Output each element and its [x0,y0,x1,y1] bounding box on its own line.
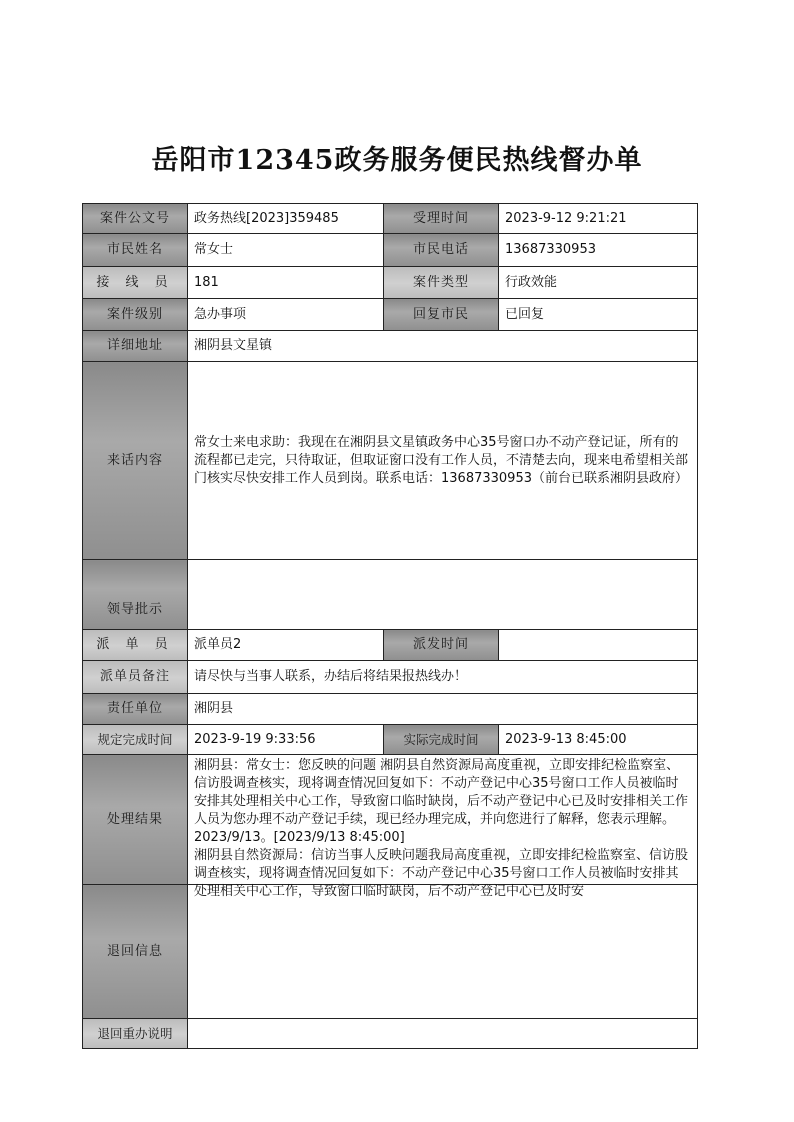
row-deadline [83,725,698,755]
case-no-label: 案件公文号 [83,204,188,234]
result-value [188,755,698,899]
address-value: 湘阴县文星镇 [188,331,698,362]
actual-finish-label: 实际完成时间 [384,725,499,755]
supervision-form-table [82,203,698,1049]
row-dispatch-note [83,661,698,694]
citizen-phone-value: 13687330953 [499,234,698,267]
accept-time-label: 受理时间 [384,204,499,234]
dispatch-note-value: 请尽快与当事人联系，办结后将结果报热线办！ [188,661,698,694]
document-title: 岳阳市12345政务服务便民热线督办单 [151,145,643,176]
deadline-value: 2023-9-19 9:33:56 [188,725,384,755]
reply-citizen-value: 已回复 [499,299,698,331]
case-no-value: 政务热线[2023]359485 [188,204,384,234]
row-case-no [83,204,698,234]
return-info-value [188,885,698,1019]
reply-citizen-label: 回复市民 [384,299,499,331]
row-dispatcher [83,630,698,661]
row-result [83,755,698,885]
citizen-phone-label: 市民电话 [384,234,499,267]
deadline-label: 规定完成时间 [83,725,188,755]
result-paragraph-1: 湘阴县：常女士：您反映的问题 湘阴县自然资源局高度重视，立即安排纪检监察室、信访股调查核实，现将调查情况回复如下：不动产登记中心35号窗口工作人员被临时安排其处理相关中心工作，导致窗口临时缺岗，后不动产登记中心已及时安排相关工作人员为您办理不动产登记手续，现已经办理完成，并向您进行了解释，您表示理解。 2023/9/13。[2023/9/13 8:45:00] [194,757,689,845]
result-paragraph-2: 湘阴县自然资源局：信访当事人反映问题我局高度重视，立即安排纪检监察室、信访股调查核实，现将调查情况回复如下：不动产登记中心35号窗口工作人员被临时安排其处理相关中心工作，导致窗口临时缺岗，后不动产登记中心已及时安 [194,847,689,899]
row-return-redo [83,1019,698,1049]
address-label: 详细地址 [83,331,188,362]
row-call-content [83,362,698,560]
leader-comment-label: 领导批示 [83,560,188,630]
operator-value: 181 [188,267,384,299]
row-responsible-unit [83,694,698,725]
case-level-label: 案件级别 [83,299,188,331]
responsible-unit-label: 责任单位 [83,694,188,725]
accept-time-value: 2023-9-12 9:21:21 [499,204,698,234]
dispatcher-label: 派 单 员 [83,630,188,661]
actual-finish-value: 2023-9-13 8:45:00 [499,725,698,755]
responsible-unit-value: 湘阴县 [188,694,698,725]
row-leader-comment [83,560,698,630]
citizen-name-label: 市民姓名 [83,234,188,267]
dispatch-time-label: 派发时间 [384,630,499,661]
row-operator [83,267,698,299]
leader-comment-value [188,560,698,630]
call-content-value: 常女士来电求助：我现在在湘阴县文星镇政务中心35号窗口办不动产登记证，所有的流程都已走完，只待取证，但取证窗口没有工作人员，不清楚去向，现来电希望相关部门核实尽快安排工作人员到岗。联系电话：13687330953（前台已联系湘阴县政府） [188,362,698,560]
return-redo-value [188,1019,698,1049]
case-type-label: 案件类型 [384,267,499,299]
return-redo-label: 退回重办说明 [83,1019,188,1049]
call-content-label: 来话内容 [83,362,188,560]
return-info-label: 退回信息 [83,885,188,1019]
row-return-info [83,885,698,1019]
dispatch-note-label: 派单员备注 [83,661,188,694]
case-type-value: 行政效能 [499,267,698,299]
dispatcher-value: 派单员2 [188,630,384,661]
case-level-value: 急办事项 [188,299,384,331]
row-address [83,331,698,362]
dispatch-time-value [499,630,698,661]
operator-label: 接 线 员 [83,267,188,299]
result-text-clip [194,757,691,899]
row-case-level [83,299,698,331]
result-label: 处理结果 [83,755,188,885]
row-citizen [83,234,698,267]
citizen-name-value: 常女士 [188,234,384,267]
